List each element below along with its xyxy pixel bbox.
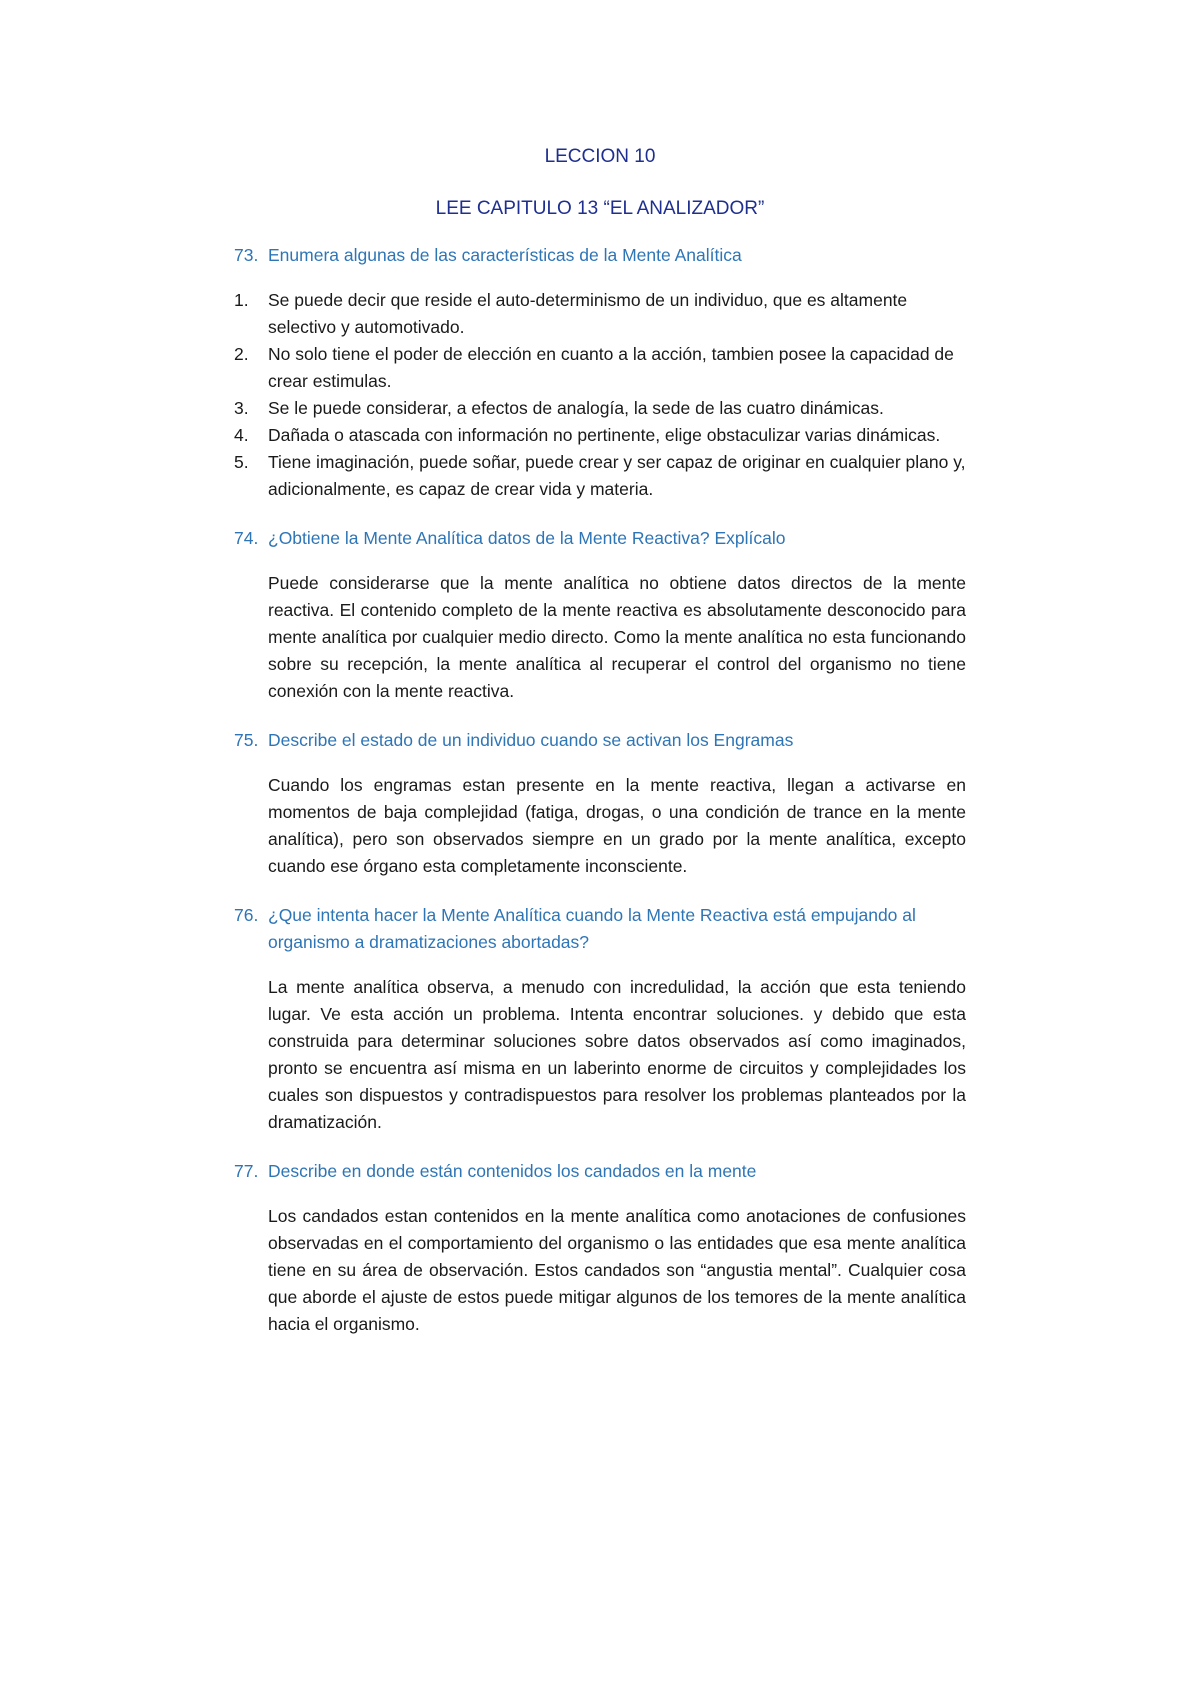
section-74 xyxy=(234,525,966,705)
question-text: ¿Obtiene la Mente Analítica datos de la Mente Reactiva? Explícalo xyxy=(268,528,786,548)
answer-paragraph: Cuando los engramas estan presente en la mente reactiva, llegan a activarse en momentos de baja complejidad (fatiga, drogas, o una condición de trance en la mente analítica), pero son observados siempre en un grado por la mente analítica, excepto cuando ese órgano esta completamente inconsciente. xyxy=(268,775,966,876)
list-item-text: Dañada o atascada con información no pertinente, elige obstaculizar varias dinámicas. xyxy=(268,425,941,445)
question-number: 77. xyxy=(234,1161,259,1181)
list-item-number: 5. xyxy=(234,452,249,472)
list-item xyxy=(234,287,966,341)
list-item-number: 3. xyxy=(234,398,249,418)
section-77 xyxy=(234,1158,966,1338)
chapter-title: LEE CAPITULO 13 “EL ANALIZADOR” xyxy=(435,198,765,219)
question-number: 73. xyxy=(234,245,259,265)
list-item-number: 4. xyxy=(234,425,249,445)
list-item-text: Se puede decir que reside el auto-determinismo de un individuo, que es altamente selectivo y automotivado. xyxy=(268,290,908,337)
question-heading xyxy=(234,902,966,956)
question-text: Describe en donde están contenidos los candados en la mente xyxy=(268,1161,757,1181)
answer-paragraph: La mente analítica observa, a menudo con incredulidad, la acción que esta teniendo lugar. Ve esta acción un problema. Intenta encontrar soluciones. y debido que esta construida para determinar soluciones sobre datos observados así como imaginados, pronto se encuentra así misma en un laberinto enorme de circuitos y complejidades los cuales son dispuestos y contradispuestos para resolver los problemas planteados por la dramatización. xyxy=(268,977,966,1132)
list-item xyxy=(234,449,966,503)
list-item xyxy=(234,341,966,395)
list-item-text: Tiene imaginación, puede soñar, puede crear y ser capaz de originar en cualquier plano y, adicionalmente, es capaz de crear vida y materia. xyxy=(268,452,966,499)
question-text: Enumera algunas de las características de la Mente Analítica xyxy=(268,245,742,265)
lesson-title: LECCION 10 xyxy=(544,146,656,167)
list-item-text: No solo tiene el poder de elección en cuanto a la acción, tambien posee la capacidad de crear estimulas. xyxy=(268,344,954,391)
list-item-number: 1. xyxy=(234,290,249,310)
question-heading xyxy=(234,727,966,754)
answer-paragraph: Puede considerarse que la mente analítica no obtiene datos directos de la mente reactiva. El contenido completo de la mente reactiva es absolutamente desconocido para mente analítica por cualquier medio directo. Como la mente analítica no esta funcionando sobre su recepción, la mente analítica al recuperar el control del organismo no tiene conexión con la mente reactiva. xyxy=(268,573,966,701)
question-heading xyxy=(234,1158,966,1185)
characteristics-list xyxy=(234,287,966,503)
list-item xyxy=(234,395,966,422)
question-heading xyxy=(234,525,966,552)
question-text: ¿Que intenta hacer la Mente Analítica cuando la Mente Reactiva está empujando al organismo a dramatizaciones abortadas? xyxy=(268,905,916,952)
list-item xyxy=(234,422,966,449)
section-75 xyxy=(234,727,966,880)
question-number: 76. xyxy=(234,905,259,925)
section-73 xyxy=(234,242,966,503)
section-76 xyxy=(234,902,966,1136)
question-text: Describe el estado de un individuo cuando se activan los Engramas xyxy=(268,730,794,750)
list-item-text: Se le puede considerar, a efectos de analogía, la sede de las cuatro dinámicas. xyxy=(268,398,884,418)
answer-paragraph: Los candados estan contenidos en la mente analítica como anotaciones de confusiones observadas en el comportamiento del organismo o las entidades que esa mente analítica tiene en su área de observación. Estos candados son “angustia mental”. Cualquier cosa que aborde el ajuste de estos puede mitigar algunos de los temores de la mente analítica hacia el organismo. xyxy=(268,1206,966,1334)
list-item-number: 2. xyxy=(234,344,249,364)
question-heading xyxy=(234,242,966,269)
question-number: 74. xyxy=(234,528,259,548)
question-number: 75. xyxy=(234,730,259,750)
